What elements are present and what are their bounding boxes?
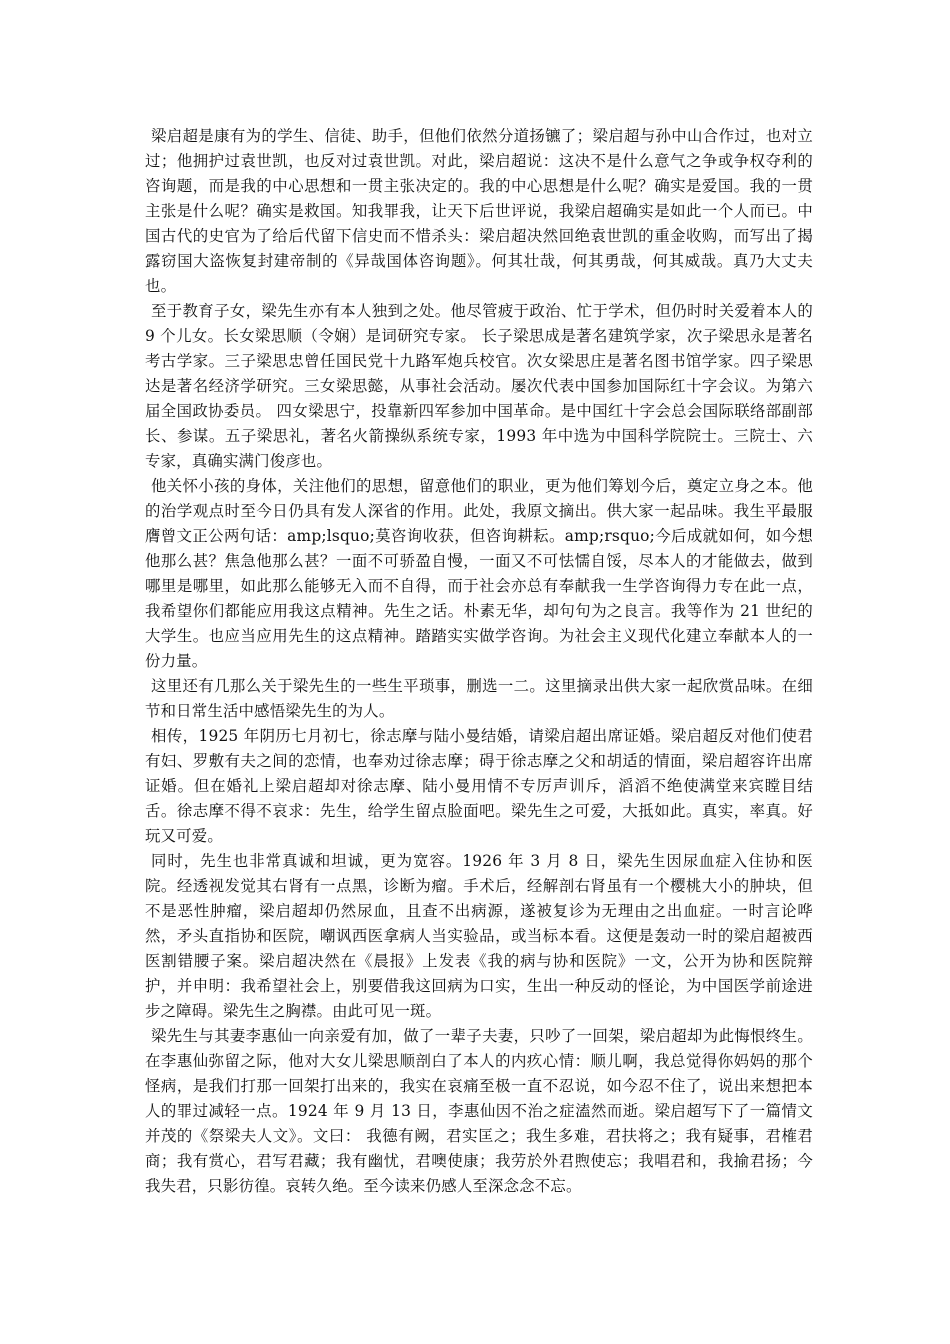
paragraph-2: 至于教育子女，梁先生亦有本人独到之处。他尽管疲于政治、忙于学术，但仍时时关爱着本人的 9 个儿女。长女梁思顺（令娴）是词研究专家。 长子梁思成是著名建筑学家，次子梁思永是著名考古学家。三子梁思忠曾任国民党十九路军炮兵校官。次女梁思庄是著名图书馆学家。四子梁思达是著名经济学研究。三女梁思懿，从事社会活动。屡次代表中国参加国际红十字会议。为第六届全国政协委员。 四女梁思宁，投靠新四军参加中国革命。是中国红十字会总会国际联络部副部长、参谋。五子梁思礼，著名火箭操纵系统专家，1993 年中选为中国科学院院士。三院士、六专家，真确实满门俊彦也。 bbox=[145, 302, 813, 470]
paragraph-6: 同时，先生也非常真诚和坦诚，更为宽容。1926 年 3 月 8 日，梁先生因尿血症入住协和医院。经透视发觉其右肾有一点黑，诊断为瘤。手术后，经解剖右肾虽有一个樱桃大小的肿块，但不是恶性肿瘤，梁启超却仍然尿血，且查不出病源，遂被复诊为无理由之出血症。一时言论哗然，矛头直指协和医院，嘲讽西医拿病人当实验品，或当标本看。这便是轰动一时的梁启超被西医割错腰子案。梁启超决然在《晨报》上发表《我的病与协和医院》一文，公开为协和医院辩护，并申明：我希望社会上，别要借我这回病为口实，生出一种反动的怪论，为中国医学前途进步之障碍。梁先生之胸襟。由此可见一斑。 bbox=[145, 852, 813, 1020]
paragraph-1: 梁启超是康有为的学生、信徒、助手，但他们依然分道扬镳了；梁启超与孙中山合作过，也对立过；他拥护过袁世凯，也反对过袁世凯。对此，梁启超说：这决不是什么意气之争或争权夺利的咨询题，而是我的中心思想和一贯主张决定的。我的中心思想是什么呢？确实是爱国。我的一贯主张是什么呢？确实是救国。知我罪我，让天下后世评说，我梁启超确实是如此一个人而已。中国古代的史官为了给后代留下信史而不惜杀头：梁启超决然回绝袁世凯的重金收购，而写出了揭露窃国大盗恢复封建帝制的《异哉国体咨询题》。何其壮哉，何其勇哉，何其威哉。真乃大丈夫也。 bbox=[145, 127, 813, 295]
paragraph-5: 相传，1925 年阴历七月初七，徐志摩与陆小曼结婚，请梁启超出席证婚。梁启超反对他们使君有妇、罗敷有夫之间的恋情，也奉劝过徐志摩；碍于徐志摩之父和胡适的情面，梁启超容许出席证婚。但在婚礼上梁启超却对徐志摩、陆小曼用情不专厉声训斥，滔滔不绝使满堂来宾瞠目结舌。徐志摩不得不哀求：先生，给学生留点脸面吧。梁先生之可爱，大抵如此。真实，率真。好玩又可爱。 bbox=[145, 727, 813, 845]
document-body bbox=[145, 124, 813, 1199]
paragraph-4: 这里还有几那么关于梁先生的一些生平琐事，删选一二。这里摘录出供大家一起欣赏品味。在细节和日常生活中感悟梁先生的为人。 bbox=[145, 677, 813, 720]
paragraph-3: 他关怀小孩的身体，关注他们的思想，留意他们的职业，更为他们筹划今后，奠定立身之本。他的治学观点时至今日仍具有发人深省的作用。此处，我原文摘出。供大家一起品味。我生平最服膺曾文正公两句话：amp;lsquo;莫咨询收获，但咨询耕耘。amp;rsquo;今后成就如何，如今想他那么甚？焦急他那么甚？一面不可骄盈自慢，一面又不可怯懦自馁，尽本人的才能做去，做到哪里是哪里，如此那么能够无入而不自得，而于社会亦总有奉献我一生学咨询得力专在此一点，我希望你们都能应用我这点精神。先生之话。朴素无华，却句句为之良言。我等作为 21 世纪的大学生。也应当应用先生的这点精神。踏踏实实做学咨询。为社会主义现代化建立奉献本人的一份力量。 bbox=[145, 477, 813, 670]
paragraph-7: 梁先生与其妻李惠仙一向亲爱有加，做了一辈子夫妻，只吵了一回架，梁启超却为此悔恨终生。在李惠仙弥留之际，他对大女儿梁思顺剖白了本人的内疚心情：顺儿啊，我总觉得你妈妈的那个怪病，是我们打那一回架打出来的，我实在哀痛至极一直不忍说，如今忍不住了，说出来想把本人的罪过减轻一点。1924 年 9 月 13 日，李惠仙因不治之症溘然而逝。梁启超写下了一篇情文并茂的《祭梁夫人文》。文曰： 我德有阙，君实匡之；我生多难，君扶将之；我有疑事，君榷君商；我有赏心，君写君藏；我有幽忧，君噢使康；我劳於外君煦使忘；我唱君和，我揄君扬；今我失君，只影彷徨。哀转久绝。至今读来仍感人至深念念不忘。 bbox=[145, 1027, 813, 1195]
